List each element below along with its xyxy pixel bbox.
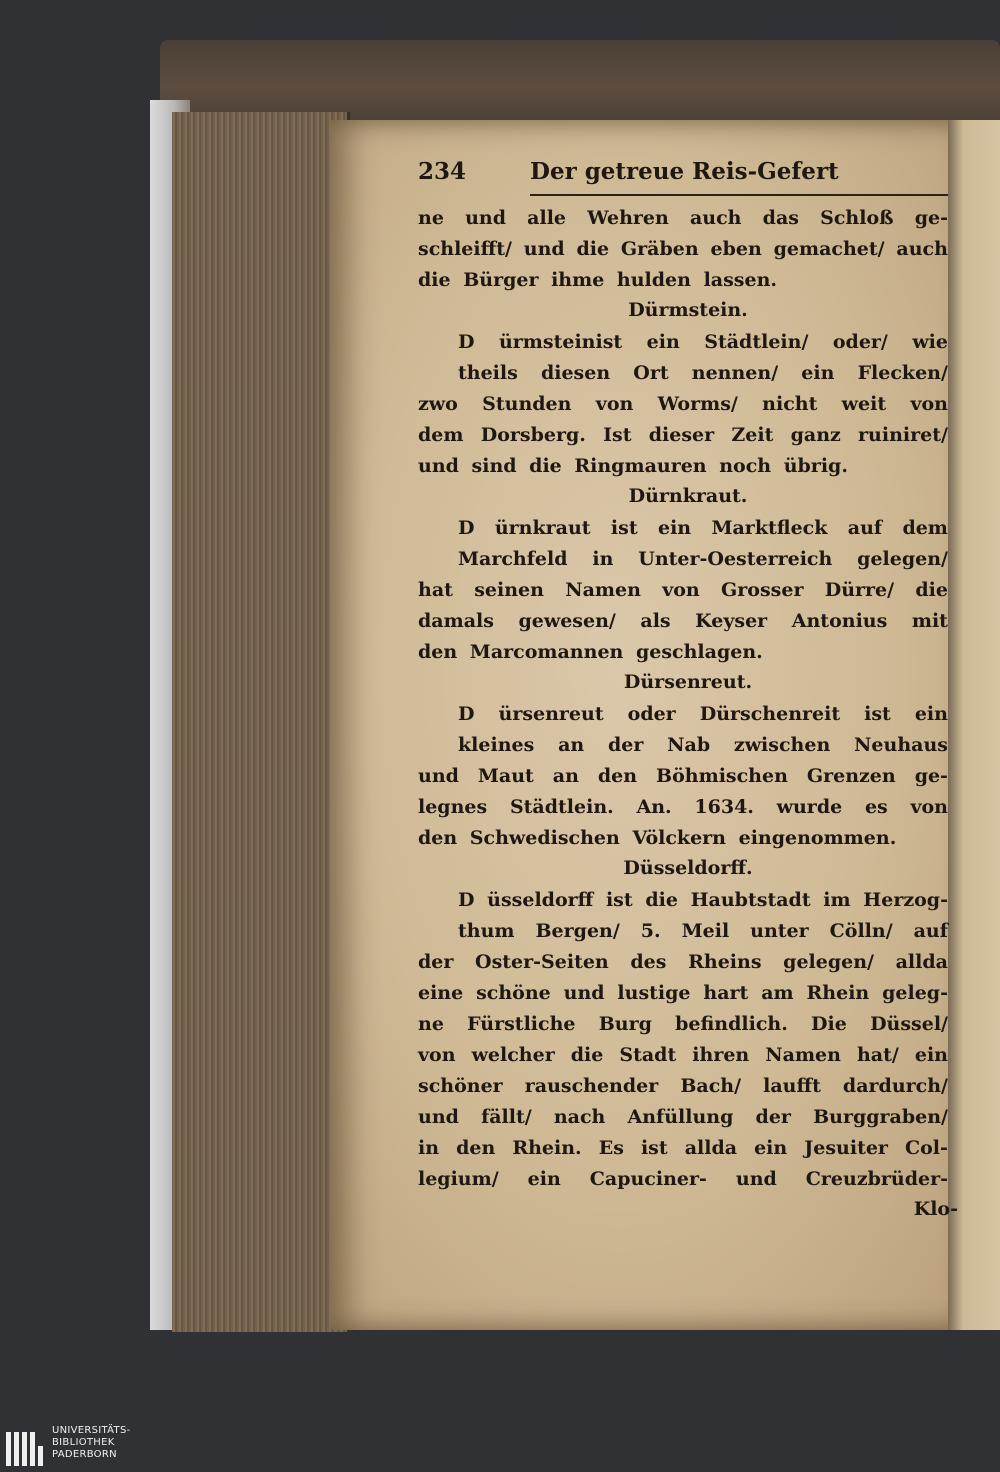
- word: an: [558, 733, 585, 756]
- word: ein: [914, 1043, 948, 1066]
- entry-duesseldorff: [418, 853, 958, 1194]
- word: D: [458, 330, 475, 353]
- word: fällt/: [481, 1105, 532, 1128]
- text-line: [418, 543, 948, 574]
- word: hat/: [856, 1043, 899, 1066]
- word: gewesen/: [518, 609, 616, 632]
- word: legnes: [418, 795, 488, 818]
- text-line: [418, 1039, 948, 1070]
- word: dem: [418, 423, 464, 446]
- word: Die: [811, 1012, 847, 1035]
- word: dem: [902, 516, 948, 539]
- page-text: [418, 158, 958, 1218]
- word: D: [458, 702, 475, 725]
- word: D: [458, 888, 475, 911]
- text-line: [418, 264, 948, 295]
- word: Stunden: [482, 392, 572, 415]
- word: Gräben: [620, 237, 699, 260]
- text-line: [418, 636, 948, 667]
- word: eine: [418, 981, 464, 1004]
- word: der: [755, 1105, 791, 1128]
- word: die: [576, 237, 610, 260]
- text-line: [418, 388, 948, 419]
- word: Städtlein/: [704, 330, 809, 353]
- word: allda: [895, 950, 948, 973]
- word: diesen: [540, 361, 611, 384]
- word: der: [607, 733, 644, 756]
- entry-duermstein: [418, 295, 958, 481]
- word: unter: [750, 919, 809, 942]
- word: und: [735, 1167, 777, 1190]
- word: alle: [527, 206, 567, 229]
- head-rule: [530, 194, 948, 196]
- text-line: [418, 1132, 948, 1163]
- word: die: [645, 888, 678, 911]
- word: von: [662, 578, 700, 601]
- word: Namen: [765, 1043, 841, 1066]
- word: ist: [864, 702, 891, 725]
- word: allda: [684, 1136, 738, 1159]
- word: rauschender: [524, 1074, 659, 1097]
- word: Stadt: [619, 1043, 677, 1066]
- word: dieser: [648, 423, 715, 446]
- word: ist: [610, 516, 638, 539]
- word: oder: [627, 702, 676, 725]
- library-line-3: PADERBORN: [52, 1449, 117, 1460]
- word: Marktfleck: [711, 516, 828, 539]
- text-line: [418, 326, 948, 357]
- word: zwischen: [733, 733, 831, 756]
- word: Dorsberg.: [480, 423, 586, 446]
- word: von: [595, 392, 634, 415]
- word: gelegen/: [857, 547, 948, 570]
- text-line: [418, 419, 948, 450]
- word: als: [640, 609, 671, 632]
- entry-continuation: [418, 202, 958, 295]
- word: Zeit: [731, 423, 774, 446]
- word: nennen/: [691, 361, 779, 384]
- word: die: [570, 1043, 604, 1066]
- text-line: [418, 357, 948, 388]
- word: ein: [527, 1167, 561, 1190]
- word: mit: [911, 609, 948, 632]
- word: kleines: [458, 733, 535, 756]
- word: schöne: [476, 981, 551, 1004]
- text-line: [418, 822, 948, 853]
- entry-duernkraut: [418, 481, 958, 667]
- word: gemachet/: [773, 237, 885, 260]
- word: Dürschenreit: [699, 702, 841, 725]
- word: Marchfeld: [458, 547, 568, 570]
- word: seinen: [474, 578, 544, 601]
- word: Böhmischen: [656, 764, 788, 787]
- word: am: [761, 981, 794, 1004]
- text-line: [418, 512, 948, 543]
- word: eben: [710, 237, 762, 260]
- word: Keyser: [695, 609, 768, 632]
- word: Nab: [667, 733, 711, 756]
- word: ürmsteinist: [498, 330, 623, 353]
- word: in: [418, 1136, 440, 1159]
- word: das: [762, 206, 799, 229]
- text-line: [418, 1070, 948, 1101]
- word: Namen: [565, 578, 641, 601]
- word: Unter-Oesterreich: [638, 547, 833, 570]
- text-line: [418, 977, 948, 1008]
- word: Col-: [905, 1136, 948, 1159]
- word: legium/: [418, 1167, 499, 1190]
- word: Schloß: [820, 206, 894, 229]
- word: An.: [636, 795, 672, 818]
- fore-edge-leaves: [172, 112, 350, 1332]
- word: laufft: [763, 1074, 821, 1097]
- word: ürnkraut: [494, 516, 591, 539]
- word: Capuciner-: [589, 1167, 707, 1190]
- word: theils: [458, 361, 518, 384]
- word: geleg-: [882, 981, 948, 1004]
- word: und: [563, 981, 605, 1004]
- word: ganz: [790, 423, 841, 446]
- word: Rhein: [806, 981, 870, 1004]
- library-logo-icon: [6, 1428, 44, 1466]
- word: Jesuiter: [804, 1136, 888, 1159]
- word: den: [597, 764, 638, 787]
- word: ein: [754, 1136, 788, 1159]
- word: Maut: [477, 764, 534, 787]
- word: Rhein.: [512, 1136, 582, 1159]
- word: Cölln/: [829, 919, 893, 942]
- word: nach: [553, 1105, 606, 1128]
- word: Oster-Seiten: [475, 950, 609, 973]
- word: auch: [896, 237, 948, 260]
- line-text: und sind die Ringmauren noch übrig.: [418, 454, 848, 477]
- word: wie: [912, 330, 948, 353]
- word: ihren: [692, 1043, 750, 1066]
- line-text: die Bürger ihme hulden lassen.: [418, 268, 778, 291]
- word: Meil: [681, 919, 730, 942]
- word: und: [465, 206, 506, 229]
- word: Anfüllung: [627, 1105, 734, 1128]
- word: ein: [657, 516, 692, 539]
- word: befindlich.: [675, 1012, 788, 1035]
- entry-duersenreut: [418, 667, 958, 853]
- word: von: [910, 392, 948, 415]
- word: thum: [458, 919, 515, 942]
- word: ruiniret/: [858, 423, 948, 446]
- word: Ist: [603, 423, 632, 446]
- word: nicht: [762, 392, 818, 415]
- word: von: [418, 1043, 456, 1066]
- word: hat: [418, 578, 453, 601]
- word: schöner: [418, 1074, 503, 1097]
- text-line: [418, 1008, 948, 1039]
- text-line: [418, 884, 948, 915]
- library-line-2: BIBLIOTHEK: [52, 1437, 115, 1448]
- entry-heading: Düsseldorff.: [623, 857, 753, 879]
- text-line: [418, 1163, 948, 1194]
- word: Burggraben/: [813, 1105, 948, 1128]
- word: ein: [801, 361, 835, 384]
- library-name: [52, 1425, 131, 1461]
- word: gelegen/: [783, 950, 874, 973]
- text-line: [418, 233, 948, 264]
- word: Herzog-: [863, 888, 948, 911]
- text-line: [418, 915, 948, 946]
- word: 1634.: [694, 795, 754, 818]
- text-line: [418, 760, 948, 791]
- word: schleifft/: [418, 237, 512, 260]
- library-line-1: UNIVERSITÄTS-: [52, 1425, 131, 1436]
- word: ne: [418, 1012, 444, 1035]
- word: den: [456, 1136, 496, 1159]
- entry-heading: Dürmstein.: [628, 299, 748, 321]
- word: auf: [847, 516, 883, 539]
- text-line: [418, 574, 948, 605]
- word: Dürre/: [824, 578, 895, 601]
- word: Grosser: [721, 578, 804, 601]
- word: Es: [598, 1136, 624, 1159]
- word: D: [458, 516, 475, 539]
- word: ne: [418, 206, 444, 229]
- word: ist: [640, 1136, 668, 1159]
- page-number: 234: [418, 158, 467, 185]
- word: Rheins: [688, 950, 762, 973]
- word: und: [418, 764, 459, 787]
- footer-bar: [0, 1422, 1000, 1472]
- line-text: den Marcomannen geschlagen.: [418, 640, 763, 663]
- word: Burg: [598, 1012, 652, 1035]
- word: und: [523, 237, 565, 260]
- running-title: Der getreue Reis-Gefert: [530, 158, 839, 185]
- word: damals: [418, 609, 494, 632]
- word: Haubtstadt: [690, 888, 811, 911]
- entry-heading: Dürsenreut.: [623, 671, 753, 693]
- word: ge-: [914, 206, 948, 229]
- word: 5.: [640, 919, 661, 942]
- word: ist: [605, 888, 633, 911]
- word: welcher: [471, 1043, 555, 1066]
- word: und: [418, 1105, 459, 1128]
- word: ein: [914, 702, 948, 725]
- entry-heading: Dürnkraut.: [628, 485, 748, 507]
- word: hart: [703, 981, 749, 1004]
- word: Bergen/: [535, 919, 620, 942]
- word: Ort: [633, 361, 669, 384]
- word: Neuhaus: [854, 733, 948, 756]
- word: auf: [913, 919, 948, 942]
- text-line: [418, 946, 948, 977]
- running-head: [418, 158, 958, 202]
- word: zwo: [418, 392, 458, 415]
- word: Worms/: [657, 392, 738, 415]
- word: der: [418, 950, 454, 973]
- text-line: [418, 1101, 948, 1132]
- word: in: [592, 547, 614, 570]
- text-line: [418, 202, 948, 233]
- word: Fürstliche: [467, 1012, 576, 1035]
- word: es: [864, 795, 888, 818]
- word: auch: [689, 206, 742, 229]
- word: Düssel/: [870, 1012, 948, 1035]
- text-line: [418, 450, 948, 481]
- word: von: [910, 795, 948, 818]
- text-line: [418, 605, 948, 636]
- word: wurde: [776, 795, 843, 818]
- text-line: [418, 729, 948, 760]
- word: Flecken/: [857, 361, 948, 384]
- word: die: [915, 578, 948, 601]
- word: dardurch/: [842, 1074, 948, 1097]
- line-text: den Schwedischen Völckern eingenommen.: [418, 826, 897, 849]
- word: Bach/: [680, 1074, 742, 1097]
- word: Grenzen: [806, 764, 896, 787]
- text-line: [418, 791, 948, 822]
- word: des: [630, 950, 667, 973]
- word: Städtlein.: [509, 795, 614, 818]
- word: lustige: [617, 981, 691, 1004]
- word: Creuzbrüder-: [805, 1167, 948, 1190]
- text-line: [418, 698, 948, 729]
- word: oder/: [832, 330, 888, 353]
- word: im: [823, 888, 851, 911]
- word: an: [552, 764, 579, 787]
- word: Antonius: [791, 609, 888, 632]
- word: üsseldorff: [487, 888, 594, 911]
- word: ge-: [914, 764, 948, 787]
- word: Wehren: [587, 206, 669, 229]
- word: weit: [841, 392, 887, 415]
- catchword: Klo-: [913, 1198, 958, 1220]
- word: ürsenreut: [498, 702, 604, 725]
- word: ein: [646, 330, 680, 353]
